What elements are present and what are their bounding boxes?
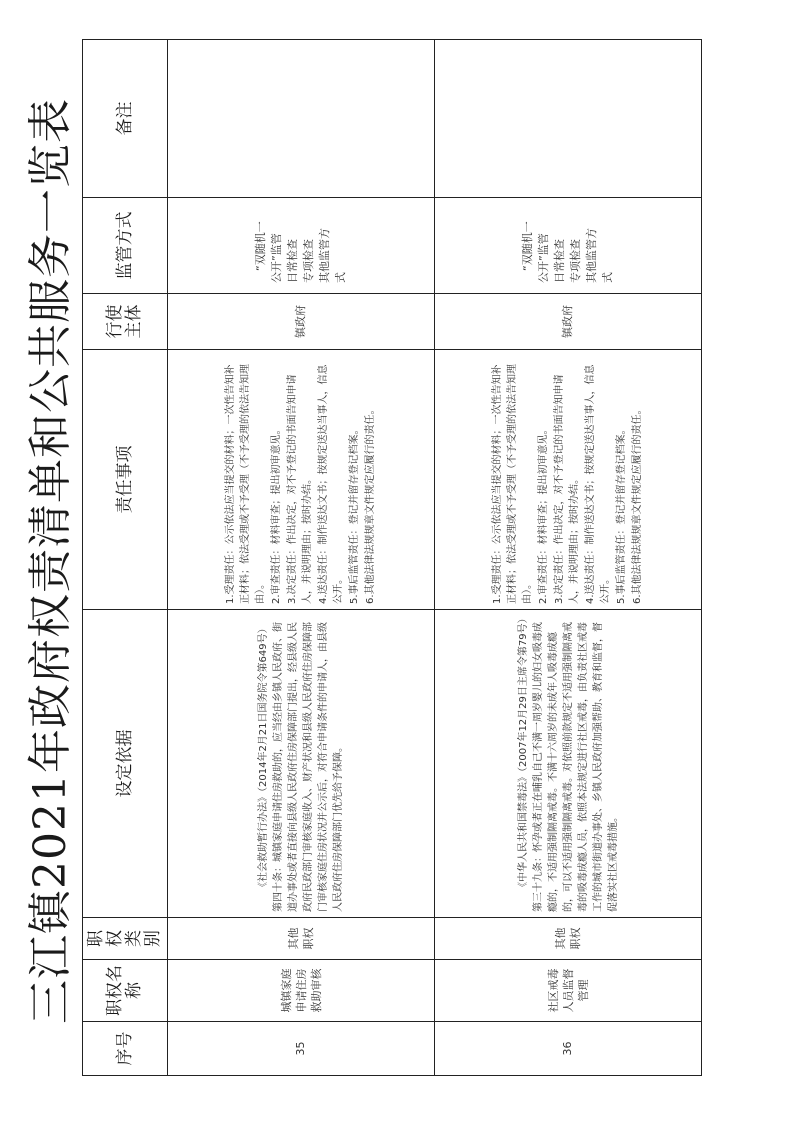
header-seq: 序号 <box>83 1022 168 1076</box>
header-responsibility: 责任事项 <box>83 350 168 610</box>
row-basis: 《社会救助暂行办法》（2014年2月21日国务院令第649号）第四十条：城镇家庭申请住房救助的，应当经由乡镇人民政府、街道办事处或者直接向县级人民政府住房保障部门提出，经县级人民政府民政部门审核家庭收入、财产状况和县级人民政府住房保障部门审核家庭住房状况并公示后，对符合申请条件的申请人，由县级人民政府住房保障部门优先给予保障。 <box>168 610 435 918</box>
supervision-line: 式 <box>601 272 614 283</box>
responsibility-item: 1.受理责任：公示依法应当提交的材料；一次性告知补正材料；依法受理或不予受理（不予受理的依法告知理由）。 <box>492 364 533 604</box>
row-seq: 35 <box>168 1022 435 1076</box>
responsibility-item: 2.审查责任：材料审查；提出初审意见。 <box>538 424 549 604</box>
responsibility-item: 6.其他法律法规规章文件规定应履行的责任。 <box>632 404 643 604</box>
responsibility-item: 1.受理责任：公示依法应当提交的材料；一次性告知补正材料；依法受理或不予受理（不予受理的依法告知理由）。 <box>225 364 266 604</box>
supervision-line: 公开”监管 <box>270 233 283 283</box>
responsibility-item: 4.送达责任：制作送达文书；按规定送达当事人，信息公开。 <box>585 364 611 604</box>
supervision-line: “双随机一 <box>521 221 534 271</box>
header-body: 行使主体 <box>83 294 168 350</box>
supervision-line: 公开”监管 <box>537 233 550 283</box>
responsibility-item: 2.审查责任：材料审查；提出初审意见。 <box>271 424 282 604</box>
supervision-line: 日常检查 <box>553 239 566 283</box>
supervision-line: 其他监管方 <box>318 228 331 283</box>
table-row <box>435 40 702 1076</box>
row-category: 其他职权 <box>168 918 435 960</box>
row-responsibilities <box>168 350 435 610</box>
responsibility-table <box>82 39 702 1076</box>
row-supervision <box>435 198 702 294</box>
responsibility-item: 3.决定责任：作出决定，对不予登记的书面告知申请人，并说明理由；按时办结。 <box>554 374 580 604</box>
supervision-line: 式 <box>334 272 347 283</box>
responsibility-item: 3.决定责任：作出决定，对不予登记的书面告知申请人，并说明理由；按时办结。 <box>287 374 313 604</box>
row-seq: 36 <box>435 1022 702 1076</box>
header-supervision: 监管方式 <box>83 198 168 294</box>
supervision-line: 专项检查 <box>302 239 315 283</box>
row-name: 城镇家庭申请住房救助审核 <box>168 960 435 1022</box>
row-name: 社区戒毒人员监督管理 <box>435 960 702 1022</box>
supervision-line: 其他监管方 <box>585 228 598 283</box>
responsibility-item: 5.事后监管责任：登记并留存登记档案。 <box>616 424 627 604</box>
document-title: 三江镇2021年政府权责清单和公共服务一览表 <box>25 98 76 1024</box>
row-basis: 《中华人民共和国禁毒法》（2007年12月29日主席令第79号）第三十九条：怀孕或者正在哺乳自己不满一周岁婴儿的妇女吸毒成瘾的，不适用强制隔离戒毒。不满十六周岁的未成年人吸毒成瘾的，可以不适用强制隔离戒毒。对依照前款规定不适用强制隔离戒毒的吸毒成瘾人员，依照本法规定进行社区戒毒，由负责社区戒毒工作的城市街道办事处、乡镇人民政府加强帮助、教育和监督，督促落实社区戒毒措施。 <box>435 610 702 918</box>
responsibility-item: 6.其他法律法规规章文件规定应履行的责任。 <box>365 404 376 604</box>
responsibility-item: 5.事后监管责任：登记并留存登记档案。 <box>349 424 360 604</box>
header-basis: 设定依据 <box>83 610 168 918</box>
row-remark <box>168 40 435 198</box>
responsibility-item: 4.送达责任：制作送达文书；按规定送达当事人，信息公开。 <box>318 364 344 604</box>
table-row <box>168 40 435 1076</box>
row-supervision <box>168 198 435 294</box>
header-remark: 备注 <box>83 40 168 198</box>
supervision-line: 日常检查 <box>286 239 299 283</box>
header-category: 职权类别 <box>83 918 168 960</box>
row-remark <box>435 40 702 198</box>
table-header-row <box>83 40 168 1076</box>
supervision-line: 专项检查 <box>569 239 582 283</box>
supervision-line: “双随机一 <box>254 221 267 271</box>
row-responsibilities <box>435 350 702 610</box>
header-name: 职权名称 <box>83 960 168 1022</box>
row-category: 其他职权 <box>435 918 702 960</box>
row-body: 镇政府 <box>168 294 435 350</box>
row-body: 镇政府 <box>435 294 702 350</box>
